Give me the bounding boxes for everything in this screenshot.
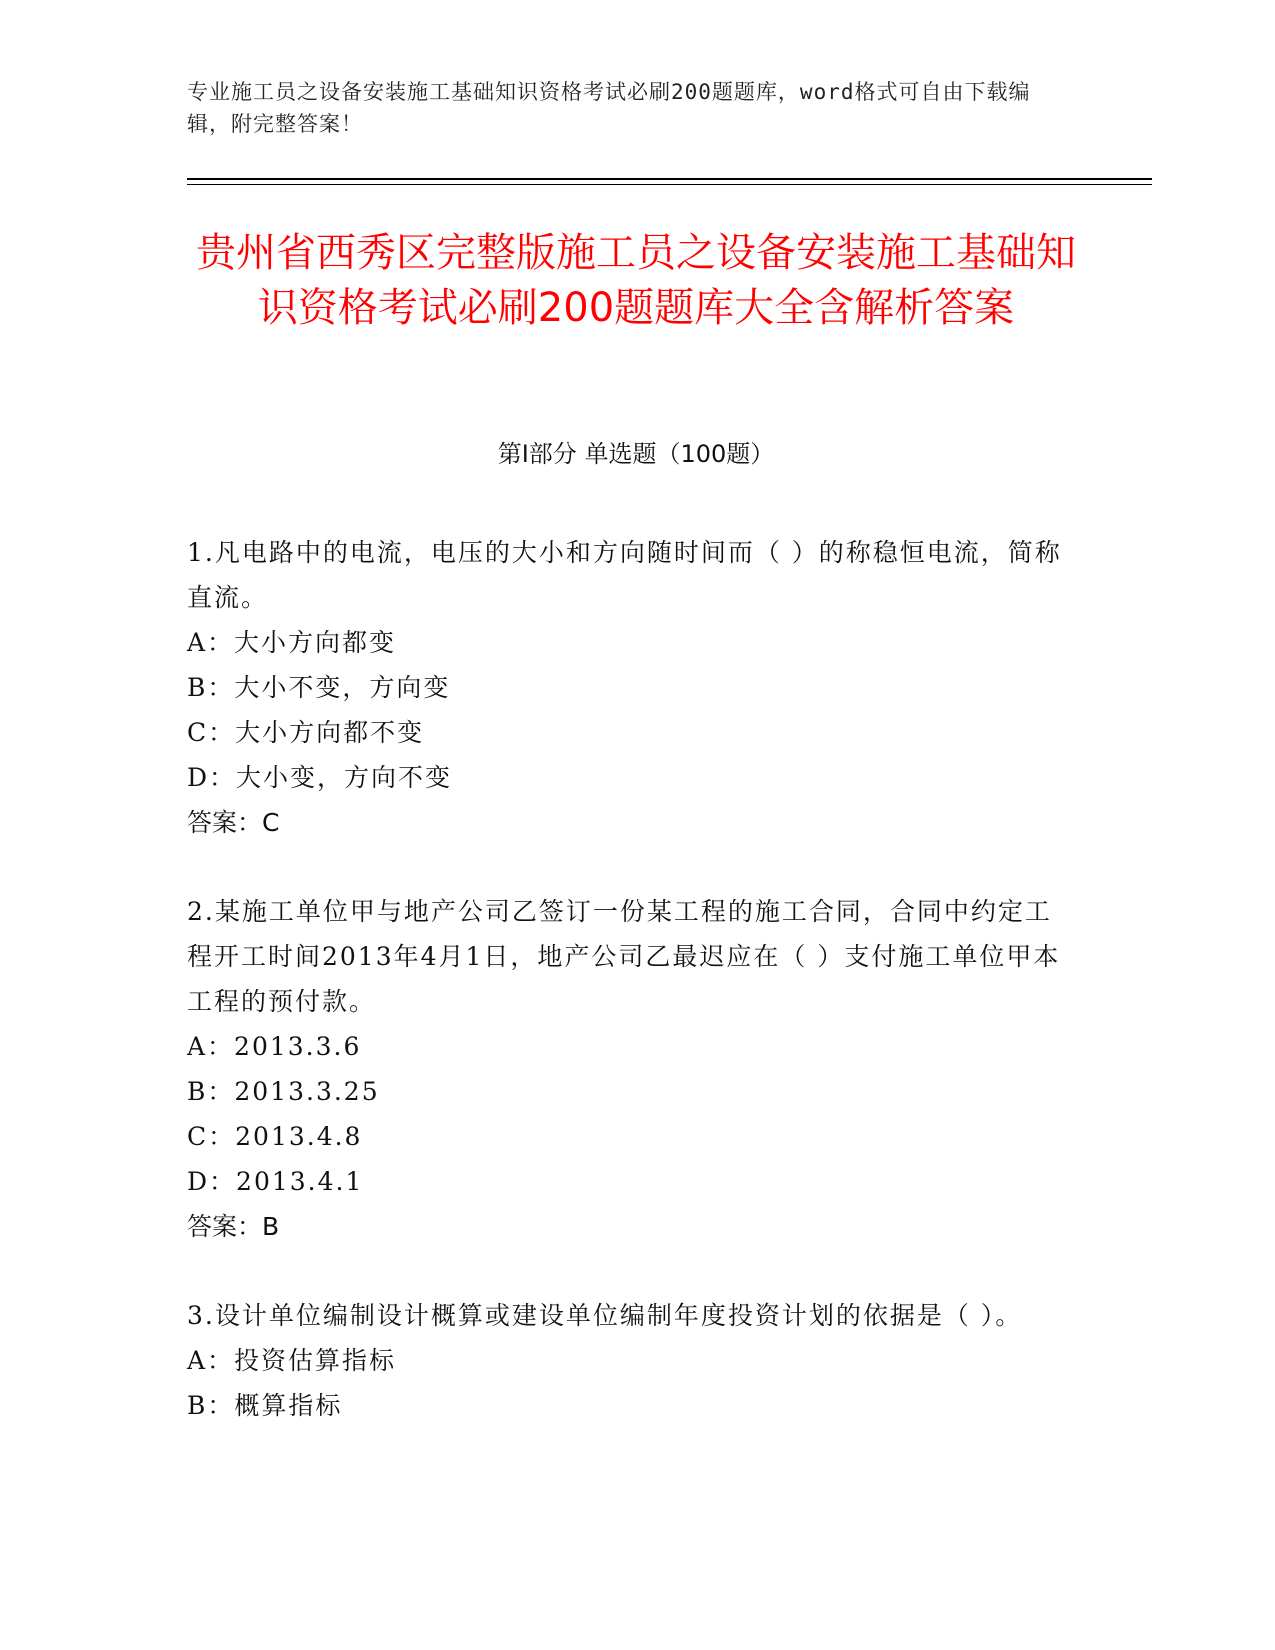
option-a: A：投资估算指标 [187, 1346, 397, 1375]
option-a: A：大小方向都变 [187, 628, 397, 657]
header-note: 专业施工员之设备安装施工基础知识资格考试必刷200题题库，word格式可自由下载编辑，附完整答案！ [187, 80, 1031, 136]
question-list [187, 530, 1067, 1472]
header-rule-thick [187, 178, 1152, 180]
section-heading: 第I部分 单选题（100题） [497, 440, 775, 468]
answer-line: 答案：B [187, 1212, 280, 1241]
question-stem: 1.凡电路中的电流，电压的大小和方向随时间而（ ）的称稳恒电流，简称直流。 [187, 538, 1062, 612]
option-d: D：2013.4.1 [187, 1167, 364, 1196]
option-b: B：2013.3.25 [187, 1077, 380, 1106]
header-rule-thin [187, 184, 1152, 185]
question-2 [187, 889, 1067, 1249]
option-d: D：大小变，方向不变 [187, 763, 453, 792]
question-1 [187, 530, 1067, 845]
option-b: B：大小不变，方向变 [187, 673, 451, 702]
question-3 [187, 1293, 1067, 1428]
document-title: 贵州省西秀区完整版施工员之设备安装施工基础知识资格考试必刷200题题库大全含解析答案 [196, 230, 1076, 331]
question-stem: 3.设计单位编制设计概算或建设单位编制年度投资计划的依据是（ ）。 [187, 1301, 1023, 1330]
option-b: B：概算指标 [187, 1391, 343, 1420]
answer-line: 答案：C [187, 808, 280, 837]
question-stem: 2.某施工单位甲与地产公司乙签订一份某工程的施工合同，合同中约定工程开工时间2013年4月1日，地产公司乙最迟应在（ ）支付施工单位甲本工程的预付款。 [187, 897, 1061, 1016]
option-a: A：2013.3.6 [187, 1032, 362, 1061]
option-c: C：2013.4.8 [187, 1122, 363, 1151]
option-c: C：大小方向都不变 [187, 718, 425, 747]
